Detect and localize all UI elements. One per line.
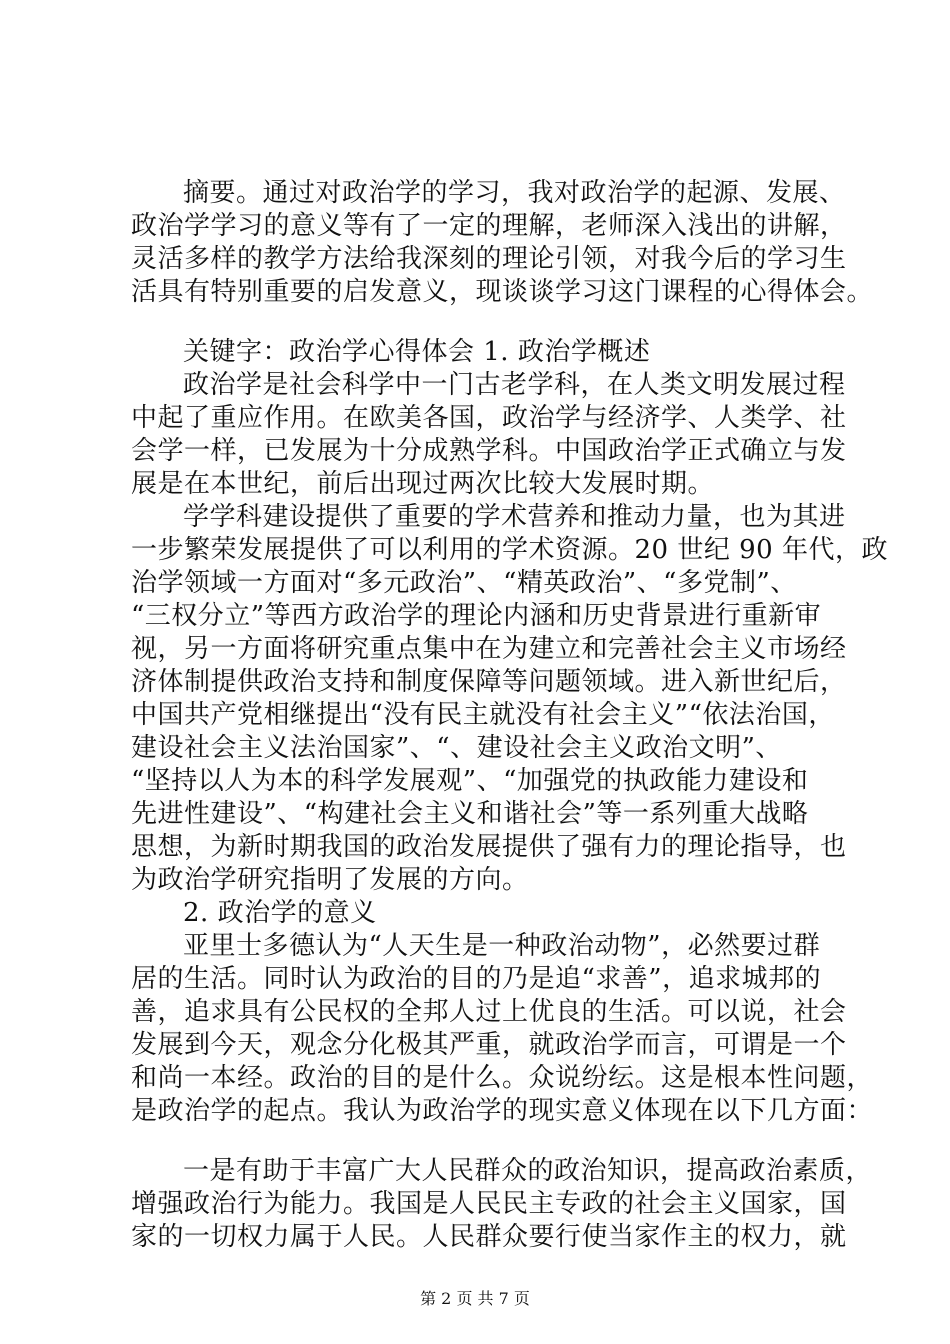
overview-line-1: 政治学是社会科学中一门古老学科，在人类文明发展过程 [183, 370, 846, 400]
keywords-line: 关键字：政治学心得体会 1. 政治学概述 [183, 337, 651, 367]
discipline-line-11: 思想，为新时期我国的政治发展提供了强有力的理论指导，也 [131, 832, 847, 862]
point-one-line-2: 增强政治行为能力。我国是人民民主专政的社会主义国家，国 [131, 1189, 847, 1219]
discipline-line-6: 济体制提供政治支持和制度保障等问题领域。进入新世纪后， [131, 667, 847, 697]
discipline-line-5: 视，另一方面将研究重点集中在为建立和完善社会主义市场经 [131, 634, 847, 664]
abstract-line-1: 摘要。通过对政治学的学习，我对政治学的起源、发展、 [183, 178, 846, 208]
significance-line-3: 善，追求具有公民权的全邦人过上优良的生活。可以说，社会 [131, 997, 847, 1027]
discipline-line-1: 学学科建设提供了重要的学术营养和推动力量，也为其进 [183, 502, 846, 532]
discipline-line-3: 治学领域一方面对“多元政治”、“精英政治”、“多党制”、 [131, 568, 797, 598]
significance-line-4: 发展到今天，观念分化极其严重，就政治学而言，可谓是一个 [131, 1030, 847, 1060]
discipline-line-12: 为政治学研究指明了发展的方向。 [131, 865, 529, 895]
overview-line-3: 会学一样，已发展为十分成熟学科。中国政治学正式确立与发 [131, 436, 847, 466]
significance-line-2: 居的生活。同时认为政治的目的乃是追“求善”，追求城邦的 [131, 964, 822, 994]
point-one-line-3: 家的一切权力属于人民。人民群众要行使当家作主的权力，就 [131, 1222, 847, 1252]
point-one-line-1: 一是有助于丰富广大人民群众的政治知识，提高政治素质， [183, 1156, 873, 1186]
abstract-line-2: 政治学学习的意义等有了一定的理解，老师深入浅出的讲解， [131, 211, 847, 241]
discipline-line-9: “坚持以人为本的科学发展观”、“加强党的执政能力建设和 [131, 766, 809, 796]
page-number-footer: 第 2 页 共 7 页 [420, 1289, 530, 1308]
discipline-line-4: “三权分立”等西方政治学的理论内涵和历史背景进行重新审 [131, 601, 822, 631]
overview-line-2: 中起了重应作用。在欧美各国，政治学与经济学、人类学、社 [131, 403, 847, 433]
abstract-line-3: 灵活多样的教学方法给我深刻的理论引领，对我今后的学习生 [131, 244, 847, 274]
significance-line-1: 亚里士多德认为“人天生是一种政治动物”，必然要过群 [183, 931, 821, 961]
overview-line-4: 展是在本世纪，前后出现过两次比较大发展时期。 [131, 469, 715, 499]
discipline-line-10: 先进性建设”、“构建社会主义和谐社会”等一系列重大战略 [131, 799, 809, 829]
discipline-line-7: 中国共产党相继提出“没有民主就没有社会主义”“依法治国， [131, 700, 835, 730]
significance-line-6: 是政治学的起点。我认为政治学的现实意义体现在以下几方面： [131, 1096, 874, 1126]
abstract-line-4: 活具有特别重要的启发意义，现谈谈学习这门课程的心得体会。 [131, 277, 874, 307]
significance-line-5: 和尚一本经。政治的目的是什么。众说纷纭。这是根本性问题， [131, 1063, 874, 1093]
discipline-line-2: 一步繁荣发展提供了可以利用的学术资源。20 世纪 90 年代，政 [131, 535, 888, 565]
section-heading-significance: 2. 政治学的意义 [183, 898, 377, 928]
discipline-line-8: 建设社会主义法治国家”、“、建设社会主义政治文明”、 [131, 733, 782, 763]
